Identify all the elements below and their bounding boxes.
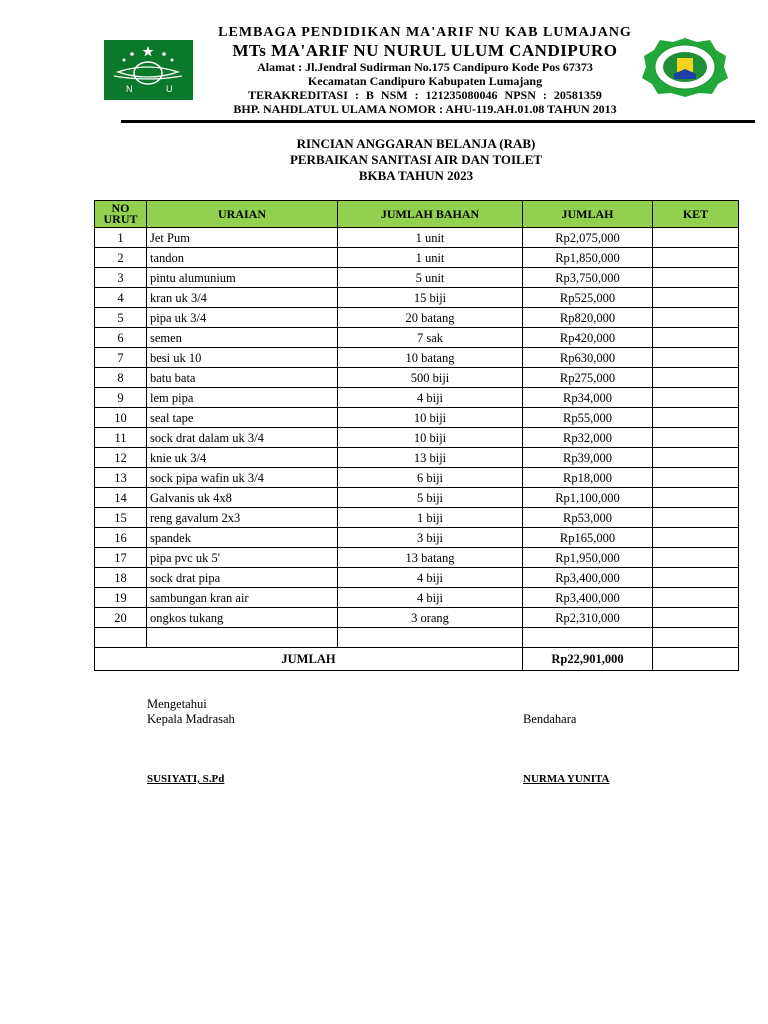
table-row xyxy=(95,348,739,368)
school-name: MTs MA'ARIF NU NURUL ULUM CANDIPURO xyxy=(232,41,618,60)
row-uraian: Jet Pum xyxy=(147,228,338,248)
row-ket xyxy=(653,328,739,348)
legal-registration: BHP. NAHDLATUL ULAMA NOMOR : AHU-119.AH.01.08 TAHUN 2013 xyxy=(233,102,617,116)
letterhead-divider xyxy=(121,120,755,123)
row-jumlah: Rp18,000 xyxy=(523,468,653,488)
row-number: 14 xyxy=(95,488,147,508)
row-jumlah-bahan: 10 biji xyxy=(338,408,523,428)
total-label: JUMLAH xyxy=(95,648,523,671)
row-jumlah-bahan: 3 orang xyxy=(338,608,523,628)
table-row xyxy=(95,508,739,528)
row-jumlah-bahan: 4 biji xyxy=(338,588,523,608)
row-jumlah: Rp420,000 xyxy=(523,328,653,348)
nu-globe-icon xyxy=(104,40,193,100)
row-jumlah: Rp1,100,000 xyxy=(523,488,653,508)
row-number: 3 xyxy=(95,268,147,288)
nu-logo xyxy=(104,40,193,100)
row-number: 1 xyxy=(95,228,147,248)
row-number: 2 xyxy=(95,248,147,268)
row-jumlah: Rp820,000 xyxy=(523,308,653,328)
row-number: 7 xyxy=(95,348,147,368)
row-ket xyxy=(653,428,739,448)
row-jumlah-bahan: 5 biji xyxy=(338,488,523,508)
row-jumlah: Rp1,850,000 xyxy=(523,248,653,268)
row-uraian: pipa pvc uk 5' xyxy=(147,548,338,568)
row-jumlah-bahan: 1 biji xyxy=(338,508,523,528)
table-row xyxy=(95,308,739,328)
row-jumlah: Rp55,000 xyxy=(523,408,653,428)
document-title: RINCIAN ANGGARAN BELANJA (RAB) xyxy=(296,136,536,151)
row-ket xyxy=(653,528,739,548)
row-uraian: lem pipa xyxy=(147,388,338,408)
nu-logo-letter-n: N xyxy=(126,84,133,94)
row-uraian: sambungan kran air xyxy=(147,588,338,608)
row-uraian: semen xyxy=(147,328,338,348)
row-jumlah: Rp275,000 xyxy=(523,368,653,388)
row-jumlah-bahan: 3 biji xyxy=(338,528,523,548)
row-ket xyxy=(653,268,739,288)
row-ket xyxy=(653,248,739,268)
budget-table xyxy=(94,200,739,671)
row-uraian: sock pipa wafin uk 3/4 xyxy=(147,468,338,488)
row-jumlah: Rp2,310,000 xyxy=(523,608,653,628)
row-jumlah: Rp3,400,000 xyxy=(523,568,653,588)
row-number: 6 xyxy=(95,328,147,348)
table-total-row xyxy=(95,648,739,671)
row-jumlah-bahan: 1 unit xyxy=(338,228,523,248)
header-no-line2: URUT xyxy=(103,212,138,226)
empty-cell xyxy=(653,628,739,648)
row-ket xyxy=(653,408,739,428)
school-address: Alamat : Jl.Jendral Sudirman No.175 Candipuro Kode Pos 67373 xyxy=(257,60,593,74)
header-jumlah: JUMLAH xyxy=(523,201,653,228)
row-uraian: sock drat dalam uk 3/4 xyxy=(147,428,338,448)
header-ket: KET xyxy=(653,201,739,228)
row-number: 13 xyxy=(95,468,147,488)
row-ket xyxy=(653,448,739,468)
empty-cell xyxy=(147,628,338,648)
table-row xyxy=(95,608,739,628)
row-number: 5 xyxy=(95,308,147,328)
row-uraian: spandek xyxy=(147,528,338,548)
table-header-row xyxy=(95,201,739,228)
row-uraian: seal tape xyxy=(147,408,338,428)
table-row xyxy=(95,288,739,308)
header-jumlah-bahan: JUMLAH BAHAN xyxy=(338,201,523,228)
accreditation-info: TERAKREDITASI : B NSM : 121235080046 NPSN : 20581359 xyxy=(248,88,602,102)
acknowledged-label: Mengetahui xyxy=(147,697,207,711)
row-number: 4 xyxy=(95,288,147,308)
header-no-line1: NO xyxy=(111,201,130,215)
row-jumlah-bahan: 4 biji xyxy=(338,568,523,588)
row-number: 9 xyxy=(95,388,147,408)
row-jumlah-bahan: 10 batang xyxy=(338,348,523,368)
row-uraian: tandon xyxy=(147,248,338,268)
row-ket xyxy=(653,228,739,248)
row-uraian: ongkos tukang xyxy=(147,608,338,628)
row-uraian: kran uk 3/4 xyxy=(147,288,338,308)
table-row xyxy=(95,228,739,248)
school-logo xyxy=(640,36,730,98)
table-row xyxy=(95,528,739,548)
row-jumlah: Rp34,000 xyxy=(523,388,653,408)
row-jumlah-bahan: 10 biji xyxy=(338,428,523,448)
row-number: 10 xyxy=(95,408,147,428)
empty-cell xyxy=(338,628,523,648)
table-row xyxy=(95,488,739,508)
headmaster-title: Kepala Madrasah xyxy=(147,712,235,726)
row-uraian: reng gavalum 2x3 xyxy=(147,508,338,528)
row-jumlah: Rp525,000 xyxy=(523,288,653,308)
table-row xyxy=(95,408,739,428)
row-ket xyxy=(653,388,739,408)
table-row xyxy=(95,588,739,608)
school-district: Kecamatan Candipuro Kabupaten Lumajang xyxy=(307,74,543,88)
row-jumlah: Rp165,000 xyxy=(523,528,653,548)
row-jumlah-bahan: 500 biji xyxy=(338,368,523,388)
table-row xyxy=(95,448,739,468)
row-number: 12 xyxy=(95,448,147,468)
school-emblem-icon xyxy=(640,36,730,98)
row-jumlah-bahan: 1 unit xyxy=(338,248,523,268)
row-jumlah: Rp1,950,000 xyxy=(523,548,653,568)
row-number: 16 xyxy=(95,528,147,548)
row-number: 11 xyxy=(95,428,147,448)
row-uraian: sock drat pipa xyxy=(147,568,338,588)
nu-logo-letter-u: U xyxy=(166,84,173,94)
empty-cell xyxy=(95,628,147,648)
row-ket xyxy=(653,588,739,608)
row-ket xyxy=(653,348,739,368)
row-jumlah-bahan: 4 biji xyxy=(338,388,523,408)
table-row xyxy=(95,428,739,448)
header-uraian: URAIAN xyxy=(147,201,338,228)
row-ket xyxy=(653,308,739,328)
table-row xyxy=(95,268,739,288)
row-uraian: knie uk 3/4 xyxy=(147,448,338,468)
headmaster-name: SUSIYATI, S.Pd xyxy=(147,773,225,785)
table-row xyxy=(95,368,739,388)
row-ket xyxy=(653,508,739,528)
row-number: 8 xyxy=(95,368,147,388)
row-jumlah-bahan: 5 unit xyxy=(338,268,523,288)
row-ket xyxy=(653,488,739,508)
row-uraian: Galvanis uk 4x8 xyxy=(147,488,338,508)
row-jumlah: Rp3,400,000 xyxy=(523,588,653,608)
row-ket xyxy=(653,568,739,588)
row-jumlah: Rp39,000 xyxy=(523,448,653,468)
row-jumlah: Rp53,000 xyxy=(523,508,653,528)
total-ket xyxy=(653,648,739,671)
row-number: 15 xyxy=(95,508,147,528)
row-uraian: besi uk 10 xyxy=(147,348,338,368)
treasurer-name: NURMA YUNITA xyxy=(523,773,610,785)
row-jumlah-bahan: 15 biji xyxy=(338,288,523,308)
table-row xyxy=(95,248,739,268)
document-subtitle: PERBAIKAN SANITASI AIR DAN TOILET xyxy=(289,152,543,167)
row-jumlah-bahan: 13 batang xyxy=(338,548,523,568)
empty-cell xyxy=(523,628,653,648)
table-row xyxy=(95,568,739,588)
row-uraian: pipa uk 3/4 xyxy=(147,308,338,328)
row-ket xyxy=(653,548,739,568)
institution-name: LEMBAGA PENDIDIKAN MA'ARIF NU KAB LUMAJANG xyxy=(218,25,632,40)
row-jumlah-bahan: 20 batang xyxy=(338,308,523,328)
row-ket xyxy=(653,288,739,308)
row-number: 19 xyxy=(95,588,147,608)
row-ket xyxy=(653,468,739,488)
row-jumlah-bahan: 7 sak xyxy=(338,328,523,348)
row-number: 20 xyxy=(95,608,147,628)
row-ket xyxy=(653,608,739,628)
row-jumlah-bahan: 13 biji xyxy=(338,448,523,468)
row-jumlah-bahan: 6 biji xyxy=(338,468,523,488)
table-row xyxy=(95,468,739,488)
row-uraian: pintu alumunium xyxy=(147,268,338,288)
row-jumlah: Rp32,000 xyxy=(523,428,653,448)
row-uraian: batu bata xyxy=(147,368,338,388)
row-number: 17 xyxy=(95,548,147,568)
row-ket xyxy=(653,368,739,388)
table-row xyxy=(95,388,739,408)
table-row xyxy=(95,328,739,348)
row-jumlah: Rp630,000 xyxy=(523,348,653,368)
total-value: Rp22,901,000 xyxy=(523,648,653,671)
header-no-urut xyxy=(95,201,147,228)
table-empty-row xyxy=(95,628,739,648)
table-row xyxy=(95,548,739,568)
document-year: BKBA TAHUN 2023 xyxy=(358,168,474,183)
row-jumlah: Rp2,075,000 xyxy=(523,228,653,248)
row-jumlah: Rp3,750,000 xyxy=(523,268,653,288)
row-number: 18 xyxy=(95,568,147,588)
treasurer-title: Bendahara xyxy=(523,712,577,726)
